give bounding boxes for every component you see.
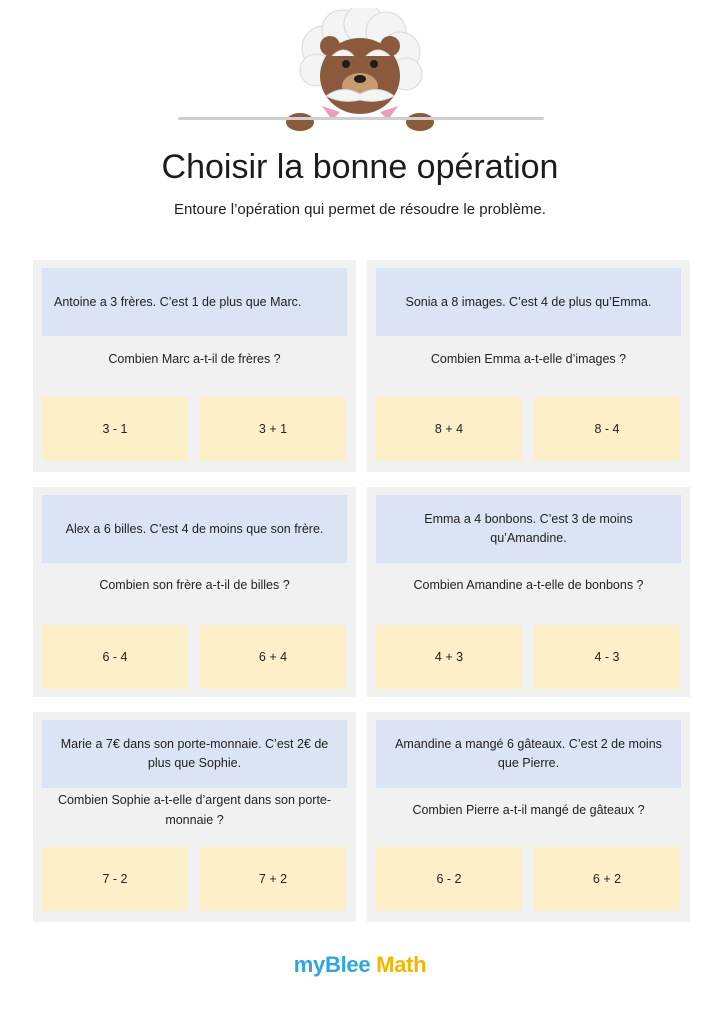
problem-statement: Marie a 7€ dans son porte-monnaie. C’est 2€ de plus que Sophie. [42, 720, 347, 788]
operation-option-1[interactable]: 3 - 1 [42, 397, 188, 461]
problem-question: Combien son frère a-t-il de billes ? [99, 578, 290, 592]
myblee-math-logo [0, 952, 720, 978]
logo-my: my [293, 952, 325, 977]
problem-statement: Amandine a mangé 6 gâteaux. C’est 2 de moins que Pierre. [376, 720, 681, 788]
problem-card-5 [33, 712, 356, 922]
operation-option-2[interactable]: 7 + 2 [200, 847, 346, 911]
problem-card-3 [33, 487, 356, 697]
problem-card-1 [33, 260, 356, 472]
problem-question: Combien Pierre a-t-il mangé de gâteaux ? [412, 803, 645, 817]
operation-option-1[interactable]: 7 - 2 [42, 847, 188, 911]
operation-option-2[interactable]: 4 - 3 [534, 625, 680, 689]
operation-option-1[interactable]: 8 + 4 [376, 397, 522, 461]
problem-card-4 [367, 487, 690, 697]
logo-blee: Blee [324, 952, 371, 977]
problem-statement: Antoine a 3 frères. C’est 1 de plus que Marc. [42, 268, 347, 336]
operation-option-2[interactable]: 6 + 2 [534, 847, 680, 911]
operation-option-1[interactable]: 6 - 2 [376, 847, 522, 911]
problem-card-2 [367, 260, 690, 472]
page-title: Choisir la bonne opération [161, 148, 559, 186]
logo-math: Math [376, 952, 427, 977]
problem-card-6 [367, 712, 690, 922]
operation-option-2[interactable]: 6 + 4 [200, 625, 346, 689]
operation-option-2[interactable]: 8 - 4 [534, 397, 680, 461]
problem-statement: Sonia a 8 images. C’est 4 de plus qu’Emma. [376, 268, 681, 336]
problem-question: Combien Sophie a-t-elle d’argent dans son porte-monnaie ? [57, 793, 332, 827]
problem-question: Combien Amandine a-t-elle de bonbons ? [413, 578, 644, 592]
problem-question: Combien Marc a-t-il de frères ? [108, 352, 281, 366]
mascot-shelf-line [178, 117, 544, 120]
operation-option-1[interactable]: 4 + 3 [376, 625, 522, 689]
problem-statement: Emma a 4 bonbons. C’est 3 de moins qu’Amandine. [376, 495, 681, 563]
page-subtitle: Entoure l’opération qui permet de résoudre le problème. [174, 201, 546, 218]
problem-statement: Alex a 6 billes. C’est 4 de moins que son frère. [42, 495, 347, 563]
problem-question: Combien Emma a-t-elle d’images ? [430, 352, 627, 366]
operation-option-1[interactable]: 6 - 4 [42, 625, 188, 689]
operation-option-2[interactable]: 3 + 1 [200, 397, 346, 461]
bear-mascot-illustration [282, 8, 438, 134]
